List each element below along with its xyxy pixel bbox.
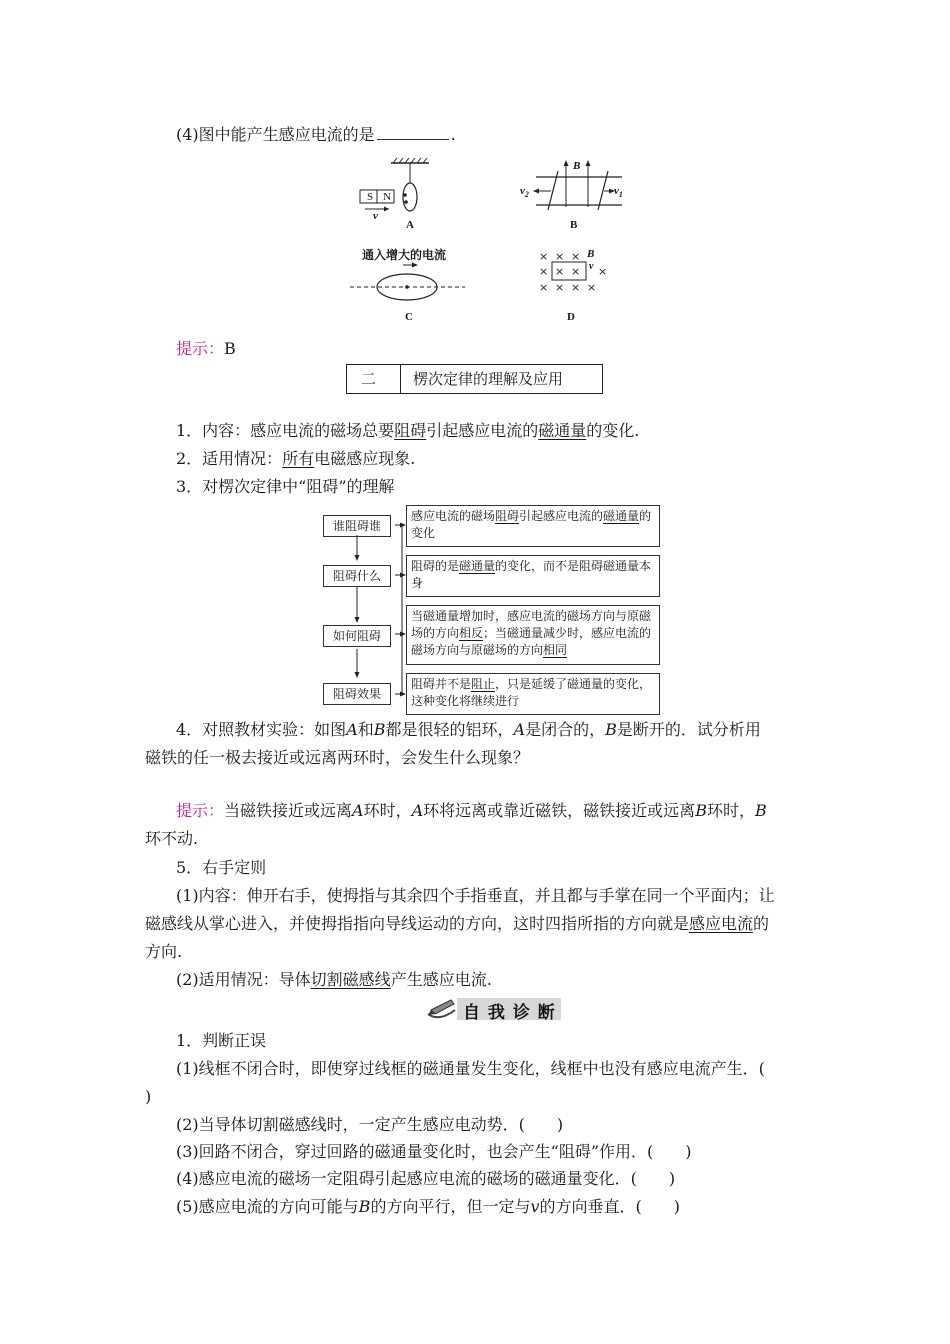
flow-right-4: 阻碍并不是阻止，只是延缓了磁通量的变化，这种变化将继续进行: [406, 673, 660, 715]
figure-c: [345, 262, 470, 307]
figure-d-drawing: [536, 248, 611, 298]
figure-d: × × × × × × × × × × × B v: [536, 248, 611, 298]
svg-text:×: ×: [555, 250, 565, 263]
hint-2-line-2: 环不动.: [145, 829, 199, 848]
svg-text:×: ×: [555, 265, 565, 278]
figure-a: S N v: [355, 155, 465, 235]
figure-d-label: D: [567, 311, 575, 323]
rule-5-content-2: 磁感线从掌心进入，并使拇指指向导线运动的方向，这时四指所指的方向就是感应电流的: [145, 914, 770, 933]
item-3: 3．对楞次定律中“阻碍”的理解: [176, 477, 395, 496]
svg-text:×: ×: [598, 265, 608, 278]
figure-b: B $v_2$ $v_1$: [518, 155, 628, 220]
svg-text:×: ×: [539, 250, 549, 263]
banner-text: 自 我 诊 断: [463, 1003, 556, 1023]
svg-text:×: ×: [571, 281, 581, 294]
svg-text:×: ×: [539, 265, 549, 278]
self-diagnosis-banner: [425, 996, 561, 1022]
figure-a-label: A: [406, 219, 414, 231]
section-2-title: 楞次定律的理解及应用: [413, 370, 564, 388]
item-1: 1．内容：感应电流的磁场总要阻碍引起感应电流的磁通量的变化.: [176, 421, 640, 440]
rule-5-usage: (2)适用情况：导体切割磁感线产生感应电流.: [176, 970, 492, 989]
rule-5-title: 5．右手定则: [176, 858, 267, 877]
question-4: (4)图中能产生感应电流的是 .: [176, 125, 456, 144]
figure-c-drawing: [345, 262, 470, 307]
hint-1: 提示：B: [176, 339, 236, 358]
flow-left-4: 阻碍效果: [323, 683, 391, 705]
rule-5-content-3: 方向.: [145, 942, 183, 961]
diag-statement-1-close: ): [145, 1087, 152, 1106]
flow-right-1: 感应电流的磁场阻碍引起感应电流的磁通量的变化: [406, 505, 660, 547]
flow-left-1: 谁阻碍谁: [323, 515, 391, 537]
flow-right-3: 当磁通量增加时，感应电流的磁场方向与原磁场的方向相反；当磁通量减少时，感应电流的磁场方向与原磁场的方向相同: [406, 605, 660, 665]
lenz-flowchart: [320, 505, 665, 715]
answer-blank: [377, 125, 449, 140]
diag-statement-2: (2)当导体切割磁感线时，一定产生感应电动势．( ): [176, 1115, 564, 1134]
diag-title: 1．判断正误: [176, 1031, 267, 1050]
item-4-line-1: 4．对照教材实验：如图A和B都是很轻的铝环，A是闭合的，B是断开的．试分析用: [176, 720, 761, 739]
diag-statement-3: (3)回路不闭合，穿过回路的磁通量变化时，也会产生“阻碍”作用．( ): [176, 1142, 692, 1161]
hint-2-line-1: 提示：当磁铁接近或远离A环时，A环将远离或靠近磁铁，磁铁接近或远离B环时，B: [176, 801, 767, 820]
diag-statement-5: (5)感应电流的方向可能与B的方向平行，但一定与v的方向垂直．( ): [176, 1197, 680, 1216]
flow-left-3: 如何阻碍: [323, 625, 391, 647]
figure-c-label: C: [405, 311, 413, 323]
svg-text:×: ×: [587, 281, 597, 294]
rule-5-content-1: (1)内容：伸开右手，使拇指与其余四个手指垂直，并且都与手掌在同一个平面内；让: [176, 886, 775, 905]
flow-left-2: 阻碍什么: [323, 565, 391, 587]
figure-b-label: B: [570, 219, 578, 231]
svg-text:×: ×: [571, 265, 581, 278]
section-2-heading: [346, 364, 603, 394]
diag-statement-4: (4)感应电流的磁场一定阻碍引起感应电流的磁场的磁通量变化．( ): [176, 1169, 676, 1188]
item-4-line-2: 磁铁的任一极去接近或远离两环时，会发生什么现象？: [145, 748, 530, 767]
flow-right-2: 阻碍的是磁通量的变化，而不是阻碍磁通量本身: [406, 555, 660, 597]
svg-text:×: ×: [539, 281, 549, 294]
figure-c-caption: 通入增大的电流: [362, 248, 447, 262]
svg-text:×: ×: [571, 250, 581, 263]
svg-text:×: ×: [555, 281, 565, 294]
item-2: 2．适用情况：所有电磁感应现象.: [176, 449, 416, 468]
section-2-number: 二: [361, 370, 377, 388]
figure-b-v2: $v_2$: [520, 185, 529, 200]
figure-b-v1: $v_1$: [614, 185, 623, 200]
pencil-icon: [425, 996, 459, 1022]
diag-statement-1: (1)线框不闭合时，即使穿过线框的磁通量发生变化，线框中也没有感应电流产生．(: [176, 1059, 765, 1078]
